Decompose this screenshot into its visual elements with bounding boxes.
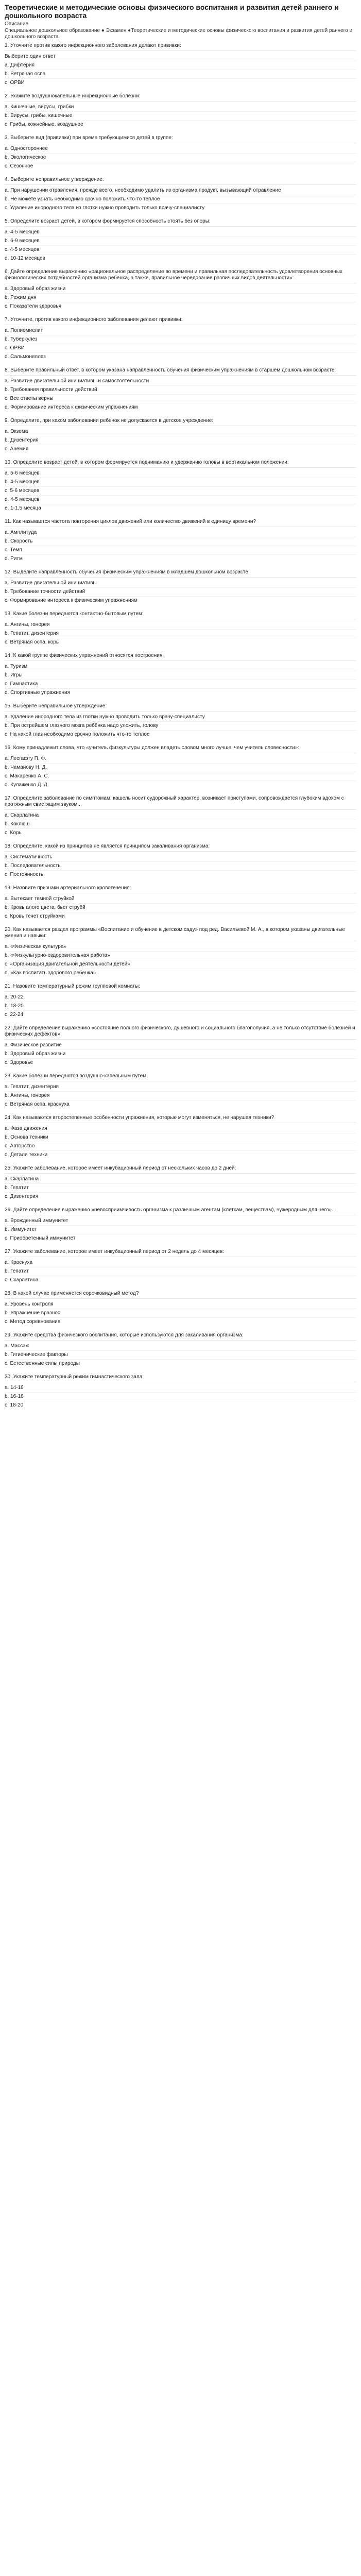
question-block [5, 1290, 356, 1326]
answer-option: c. Естественные силы природы [5, 1359, 356, 1368]
answer-option: b. Игры [5, 671, 356, 680]
answer-option: c. Удаление инородного тела из глотки нужно проводить только врачу-специалисту [5, 204, 356, 212]
answer-option: c. Здоровье [5, 1058, 356, 1067]
answer-option: b. «Физкультурно-оздоровительная работа» [5, 951, 356, 960]
question-text: 18. Определите, какой из принципов не является принципом закаливания организма: [5, 843, 356, 852]
answer-option: c. Дизентерия [5, 1192, 356, 1201]
answer-option: a. Развитие двигательной инициативы [5, 580, 97, 586]
answer-option: c. Корь [5, 828, 356, 837]
answer-option: Выберите один ответ [5, 54, 56, 59]
answer-option: a. 5-6 месяцев [5, 470, 40, 476]
answer-option: b. Последовательность [5, 861, 356, 870]
answer-option: a. 14-16 [5, 1385, 24, 1391]
question-block [5, 459, 356, 513]
answer-option: b. 4-5 месяцев [5, 478, 356, 486]
question-block [5, 1332, 356, 1368]
answer-option: a. Одностороннее [5, 146, 48, 151]
question-text: 17. Определите заболевание по симптомам: кашель носит судорожный характер, возникает приступами, сопровождается глубоким вдохом с протяжным свистящим звуком... [5, 795, 356, 810]
answer-option: a. Здоровый образ жизни [5, 286, 66, 292]
answer-option: b. Режим дня [5, 293, 356, 302]
answer-option: c. Темп [5, 546, 356, 554]
answer-option: d. «Как воспитать здорового ребенка» [5, 969, 356, 977]
answer-option: b. Туберкулез [5, 335, 356, 344]
answer-option: c. Ветряная оспа, краснуха [5, 1100, 356, 1109]
answer-option: c. ОРВИ [5, 78, 356, 87]
answer-option: b. Основа техники [5, 1133, 356, 1142]
answer-option: a. Гепатит, дизентерия [5, 1084, 59, 1090]
question-text: 23. Какие болезни передаются воздушно-капельным путем: [5, 1073, 356, 1081]
question-text: 27. Укажите заболевание, которое имеет инкубационный период от 2 недель до 4 месяцев: [5, 1248, 356, 1257]
question-text: 28. В какой случае применяется сорочковидный метод? [5, 1290, 356, 1299]
answer-option: a. Ангины, гонорея [5, 622, 50, 628]
answer-option: a. Врожденный иммунитет [5, 1218, 68, 1224]
question-block [5, 795, 356, 837]
question-block [5, 569, 356, 605]
question-text: 29. Укажите средства физического воспитания, которые используются для закаливания организма: [5, 1332, 356, 1341]
question-block [5, 652, 356, 697]
question-list [5, 42, 356, 1410]
question-block [5, 93, 356, 129]
answer-option: b. Гепатит, дизентерия [5, 629, 356, 638]
answer-option: b. Здоровый образ жизни [5, 1049, 356, 1058]
question-text: 4. Выберите неправильное утверждение: [5, 176, 356, 185]
answer-option: c. Сезонное [5, 162, 356, 171]
answer-option: a. Краснуха [5, 1260, 33, 1265]
question-text: 12. Выделите направленность обучения физическим упражнениям в младшем дошкольном возрасте: [5, 569, 356, 578]
question-block [5, 744, 356, 789]
answer-option: b. 6-9 месяцев [5, 236, 356, 245]
answer-option: d. Сальмонеллез [5, 352, 356, 361]
answer-option: b. Упражнение вразнос [5, 1309, 356, 1317]
answer-option: e. 1-1,5 месяца [5, 504, 356, 513]
answer-option: a. Полиомиелит [5, 328, 43, 333]
answer-option: c. Показатели здоровья [5, 302, 356, 311]
answer-option: b. Требование точности действий [5, 587, 356, 596]
answer-option: a. Лесгафту П. Ф. [5, 756, 46, 761]
answer-option: c. Формирование интереса к физическим упражнениям [5, 596, 356, 605]
question-text: 19. Назовите признаки артериального кровотечения: [5, 885, 356, 893]
question-text: 25. Укажите заболевание, которое имеет инкубационный период от нескольких часов до 2 дней: [5, 1165, 356, 1174]
answer-option: d. 10-12 месяцев [5, 254, 356, 263]
answer-option: a. Амплитуда [5, 530, 37, 535]
answer-option: b. Требования правильности действий [5, 385, 356, 394]
answer-option: c. 5-6 месяцев [5, 486, 356, 495]
question-block [5, 1374, 356, 1410]
question-block [5, 1114, 356, 1159]
question-block [5, 843, 356, 879]
answer-option: b. 16-18 [5, 1392, 356, 1401]
answer-option: c. Гимнастика [5, 680, 356, 688]
description-text: Специальное дошкольное образование ● Экзамен ●Теоретические и методические основы физического воспитания и развития детей раннего и дошкольного возраста [5, 28, 353, 40]
question-text: 30. Укажите температурный режим гимнастического зала: [5, 1374, 356, 1382]
answer-option: b. Дизентерия [5, 436, 356, 445]
answer-option: b. Ангины, гонорея [5, 1091, 356, 1100]
question-text: 10. Определите возраст детей, в котором формируется подниманию и удержанию головы в вертикальном положении: [5, 459, 356, 468]
question-block [5, 268, 356, 311]
answer-option: a. Дифтерия [5, 61, 356, 70]
answer-option: c. 4-5 месяцев [5, 245, 356, 254]
answer-option: c. Метод соревнования [5, 1317, 356, 1326]
answer-option: b. Гепатит [5, 1183, 356, 1192]
answer-option: b. Экологическое [5, 153, 356, 162]
question-text: 7. Уточните, против какого инфекционного заболевания делают прививки: [5, 316, 356, 325]
answer-option: c. Постоянность [5, 870, 356, 879]
answer-option: d. Ритм [5, 554, 356, 563]
answer-option: a. Удаление инородного тела из глотки нужно проводить только врачу-специалисту [5, 714, 205, 720]
answer-option: c. Приобретенный иммунитет [5, 1234, 356, 1243]
document-title: Теоретические и методические основы физического воспитания и развития детей раннего и дошкольного возраста [5, 3, 339, 20]
question-block [5, 611, 356, 647]
description-label: Описание [5, 21, 29, 27]
question-text: 16. Кому принадлежит слова, что «учитель физкультуры должен владеть словом много лучше, чем учитель словесности»: [5, 744, 356, 753]
question-block [5, 1207, 356, 1243]
answer-option: b. Чаманову Н. Д. [5, 763, 356, 772]
answer-option: c. Скарлатина [5, 1276, 356, 1284]
question-text: 1. Уточните против какого инфекционного заболевания делают прививки: [5, 42, 356, 51]
question-text: 22. Дайте определение выражению «состояние полного физического, душевного и социального благополучия, а не только отсутствие болезней и физических дефектов»: [5, 1025, 356, 1040]
answer-option: a. Туризм [5, 664, 28, 669]
answer-option: a. Систематичность [5, 854, 53, 860]
question-text: 6. Дайте определение выражению «рациональное распределение во времени и правильная последовательность удовлетворения основных физиологических потребностей организма ребенка, а также, правильное чередование различных видов деятельности»: [5, 268, 356, 283]
answer-option: c. Ветряная оспа, корь [5, 638, 356, 647]
answer-option: c. Анемия [5, 445, 356, 453]
question-block [5, 218, 356, 263]
answer-option: c. Все ответы верны [5, 394, 356, 403]
answer-option: a. Развитие двигательной инициативы и самостоятельности [5, 378, 149, 384]
answer-option: a. 20-22 [5, 994, 24, 1000]
question-block [5, 417, 356, 453]
answer-option: c. Макаренко А. С. [5, 772, 356, 781]
answer-option: c. «Организация двигательной деятельности детей» [5, 960, 356, 969]
question-block [5, 885, 356, 921]
answer-option: b. Гигиенические факторы [5, 1350, 356, 1359]
answer-option: c. ОРВИ [5, 344, 356, 352]
question-text: 24. Как называются второстепенные особенности упражнения, которые могут изменяться, не нарушая техники? [5, 1114, 356, 1123]
question-text: 8. Выберите правильный ответ, в котором указана направленность обучения физическим упражнениям в старшем дошкольном возрасте: [5, 367, 356, 376]
answer-option: c. Кровь течет струйками [5, 912, 356, 921]
question-text: 14. К какой группе физических упражнений относятся построения: [5, 652, 356, 661]
question-block [5, 983, 356, 1019]
answer-option: a. Физическое развитие [5, 1042, 62, 1048]
answer-option: a. Массаж [5, 1343, 29, 1349]
answer-option: c. Грибы, кожнейные, воздушное [5, 120, 356, 129]
question-text: 21. Назовите температурный режим групповой комнаты: [5, 983, 356, 992]
answer-option: b. Коклюш [5, 820, 356, 828]
answer-option: a. Вытекает темной струйкой [5, 896, 75, 902]
answer-option: b. Вирусы, грибы, кишечные [5, 111, 356, 120]
question-text: 11. Как называется частота повторения циклов движений или количество движений в единицу времени? [5, 518, 356, 527]
question-block [5, 926, 356, 977]
question-block [5, 316, 356, 361]
answer-option: c. 18-20 [5, 1401, 356, 1410]
question-text: 9. Определите, при каком заболевании ребенок не допускается в детское учреждение: [5, 417, 356, 426]
answer-option: c. Авторство [5, 1142, 356, 1150]
question-text: 26. Дайте определение выражению «невосприимчивость организма к различным агентам (клеткам, веществам), чужеродным для него»... [5, 1207, 356, 1215]
answer-option: a. Фаза движения [5, 1126, 47, 1131]
question-text: 13. Какие болезни передаются контактно-бытовым путем: [5, 611, 356, 619]
question-block [5, 134, 356, 171]
question-text: 5. Определите возраст детей, в котором формируется способность стоять без опоры: [5, 218, 356, 227]
question-block [5, 1025, 356, 1067]
question-block [5, 1073, 356, 1109]
answer-option: a. Скарлатина [5, 1176, 39, 1182]
answer-option: a. Кишечные, вирусы, грибки [5, 104, 74, 110]
answer-option: b. Гепатит [5, 1267, 356, 1276]
answer-option: b. При острейшем глазного мозга ребёнка надо уложить, голову [5, 721, 356, 730]
question-block [5, 176, 356, 212]
answer-option: d. Кулаженко Д. Д. [5, 781, 356, 789]
question-block [5, 42, 356, 87]
question-block [5, 1165, 356, 1201]
answer-option: a. При нарушении отравления, прежде всего, необходимо удалить из организма продукт, вызывающий отравление [5, 188, 281, 193]
answer-option: b. Иммунитет [5, 1225, 356, 1234]
answer-option: c. 22-24 [5, 1010, 356, 1019]
question-block [5, 1248, 356, 1284]
answer-option: a. Экзема [5, 429, 28, 434]
answer-option: d. Формирование интереса к физическим упражнениям [5, 403, 356, 412]
answer-option: b. Не можете узнать необходимо срочно положить что-то теплое [5, 195, 356, 204]
answer-option: d. Детали техники [5, 1150, 356, 1159]
answer-option: c. На какой глаз необходимо срочно положить что-то теплое [5, 730, 356, 739]
answer-option: b. Ветряная оспа [5, 70, 356, 78]
question-text: 20. Как называется раздел программы «Воспитание и обучение в детском саду» под ред. Васильевой М. А., в котором указаны двигательные умения и навыки: [5, 926, 356, 941]
answer-option: b. 18-20 [5, 1002, 356, 1010]
question-block [5, 518, 356, 563]
question-text: 15. Выберите неправильное утверждение: [5, 703, 356, 711]
answer-option: a. Скарлатина [5, 812, 39, 818]
answer-option: a. 4-5 месяцев [5, 229, 40, 235]
question-text: 3. Выберите вид (прививки) при време требующимися детей в группе: [5, 134, 356, 143]
answer-option: b. Кровь алого цвета, бьет струёй [5, 903, 356, 912]
answer-option: a. «Физическая культура» [5, 944, 66, 950]
question-block [5, 703, 356, 739]
answer-option: a. Уровень контроля [5, 1301, 54, 1307]
answer-option: d. Спортивные упражнения [5, 688, 356, 697]
question-text: 2. Укажите воздушнокапельные инфекционные болезни: [5, 93, 356, 101]
answer-option: b. Скорость [5, 537, 356, 546]
answer-option: d. 4-5 месяцев [5, 495, 356, 504]
question-block [5, 367, 356, 412]
